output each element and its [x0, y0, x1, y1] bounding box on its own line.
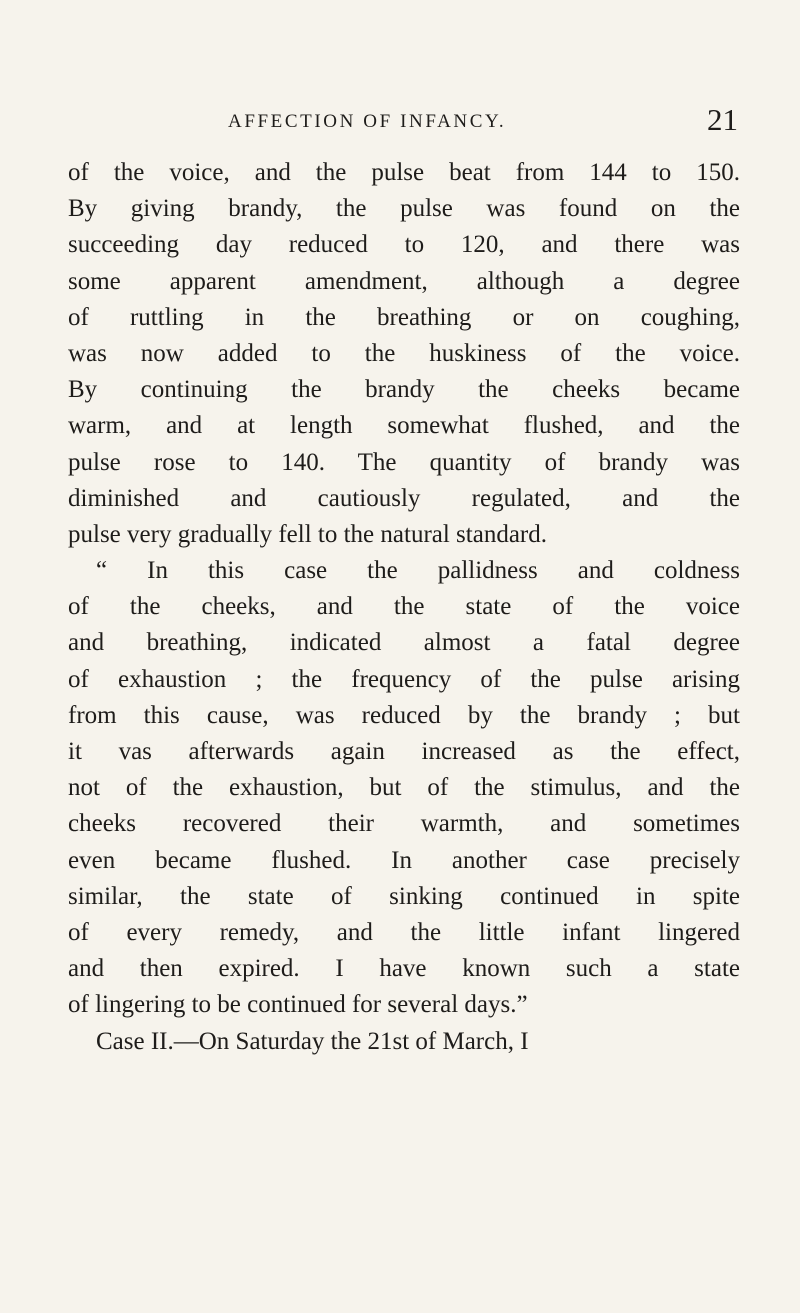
- text-line: not of the exhaustion, but of the stimulus, and the: [68, 774, 740, 802]
- text-line: pulse rose to 140. The quantity of brandy was: [68, 448, 740, 476]
- text-line: of every remedy, and the little infant lingered: [68, 918, 740, 946]
- text-line: of the voice, and the pulse beat from 144 to 150.: [68, 159, 740, 186]
- text-line: and then expired. I have known such a state: [68, 955, 740, 983]
- text-line: diminished and cautiously regulated, and the: [68, 484, 740, 512]
- text-line: from this cause, was reduced by the brandy ; but: [68, 701, 740, 729]
- text-line: succeeding day reduced to 120, and there was: [68, 231, 740, 259]
- text-line: and breathing, indicated almost a fatal degree: [68, 629, 740, 657]
- running-head: [228, 98, 738, 142]
- text-line: of lingering to be continued for several days.”: [68, 991, 528, 1019]
- text-line: pulse very gradually fell to the natural standard.: [68, 520, 548, 548]
- text-line: was now added to the huskiness of the voice.: [68, 339, 740, 367]
- page-number: 21: [707, 102, 738, 137]
- text-line: similar, the state of sinking continued in spite: [68, 882, 740, 910]
- text-line: of exhaustion ; the frequency of the pulse arising: [68, 665, 740, 693]
- text-line: even became flushed. In another case precisely: [68, 846, 740, 874]
- text-line: “ In this case the pallidness and coldness: [96, 557, 740, 585]
- text-line: of the cheeks, and the state of the voice: [68, 593, 740, 621]
- body-text: [68, 155, 740, 1060]
- text-line: By continuing the brandy the cheeks became: [68, 376, 740, 404]
- text-line: Case II.—On Saturday the 21st of March, I: [96, 1027, 529, 1055]
- text-line: it vas afterwards again increased as the effect,: [68, 738, 740, 765]
- text-line: By giving brandy, the pulse was found on the: [68, 195, 740, 223]
- text-line: some apparent amendment, although a degree: [68, 267, 740, 295]
- running-title: AFFECTION OF INFANCY.: [228, 111, 507, 132]
- text-line: warm, and at length somewhat flushed, and the: [68, 412, 740, 440]
- text-line: of ruttling in the breathing or on coughing,: [68, 303, 740, 331]
- text-line: cheeks recovered their warmth, and sometimes: [68, 810, 740, 838]
